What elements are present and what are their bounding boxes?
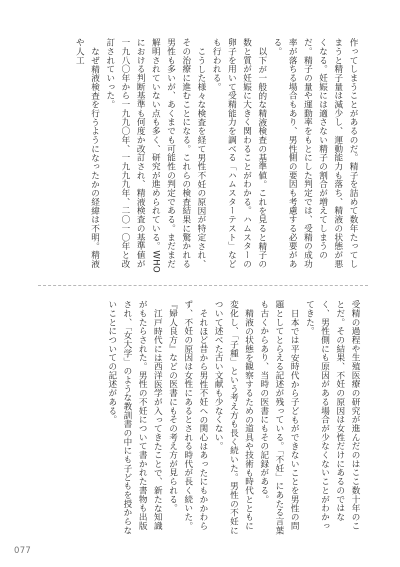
paragraph: 作ってしまうことがあるのだ。精子を詰めて数年たってしまうと精子量は減少し、運動能力も落ち、精液の状態が悪くなる。妊娠には適さない精子の割合が増えてしまうのだ。精子の量や運動率をもとにした判定では、受精の成功率が落ちる場合もあり、男性側の要因も考慮する必要がある。 [271, 38, 358, 269]
paragraph: 精液の状態を観察するための道具や技術も時代とともに変化し、「子種」という考え方も長く続いた。男性の不妊について述べた古い文献も少なくない。 [213, 300, 254, 535]
page-number: 077 [14, 546, 32, 556]
paragraph: それほど昔から男性不妊への関心はあったにもかかわらず、不妊の原因は女性にあるとされる時代が長く続いた。『婦人良方』などの医書にもその考え方が見られる。 [167, 300, 208, 531]
lower-text-block [48, 300, 362, 538]
paragraph: なぜ精液検査を行うようになったかの経緯は不明。精液や人工 [74, 38, 100, 268]
paragraph: 日本では平安時代から子どもができないことを男性の問題としてとらえる記述が残っている。「不妊」にあたる言葉も古くからあり、当時の医書にもその記録がある。 [258, 300, 300, 535]
upper-text-block [42, 38, 360, 276]
paragraph: こうした様々な検査を経て男性不妊の原因が特定され、その治療に進むことになる。これらの検査結果に驚かれる男性も多いが、あくまでも可能性の判定である。まだまだ解明されていない点も多く、研究が進められている。WHOにおける判断基準も何度か改訂され、精液検査の基準値が一九八〇年から一九九〇年、一九九九年、二〇一〇年と改訂されていった。 [104, 38, 206, 273]
paragraph: 以下が一般的な精液検査の基準値。これを見ると精子の数と質が妊娠に大きく関わることがわかる。ハムスターの卵子を用いて受精能力を調べる「ハムスターテスト」なども行われる。 [211, 38, 267, 269]
paragraph: 受精の過程や生殖医療の研究が進んだのはここ数十年のことだ。その結果、不妊の原因は女性だけにあるのではなく、男性側にも原因がある場合が少なくないことがわかってきた。 [304, 300, 360, 531]
section-divider [38, 285, 368, 286]
paragraph: 江戸時代には西洋医学が入ってきたことで、新たな知識がもたらされた。男性の不妊について書かれた書物も出版され、「女大学」のような教訓書の中にも子どもを授からないことについての記述がある。 [106, 300, 163, 535]
